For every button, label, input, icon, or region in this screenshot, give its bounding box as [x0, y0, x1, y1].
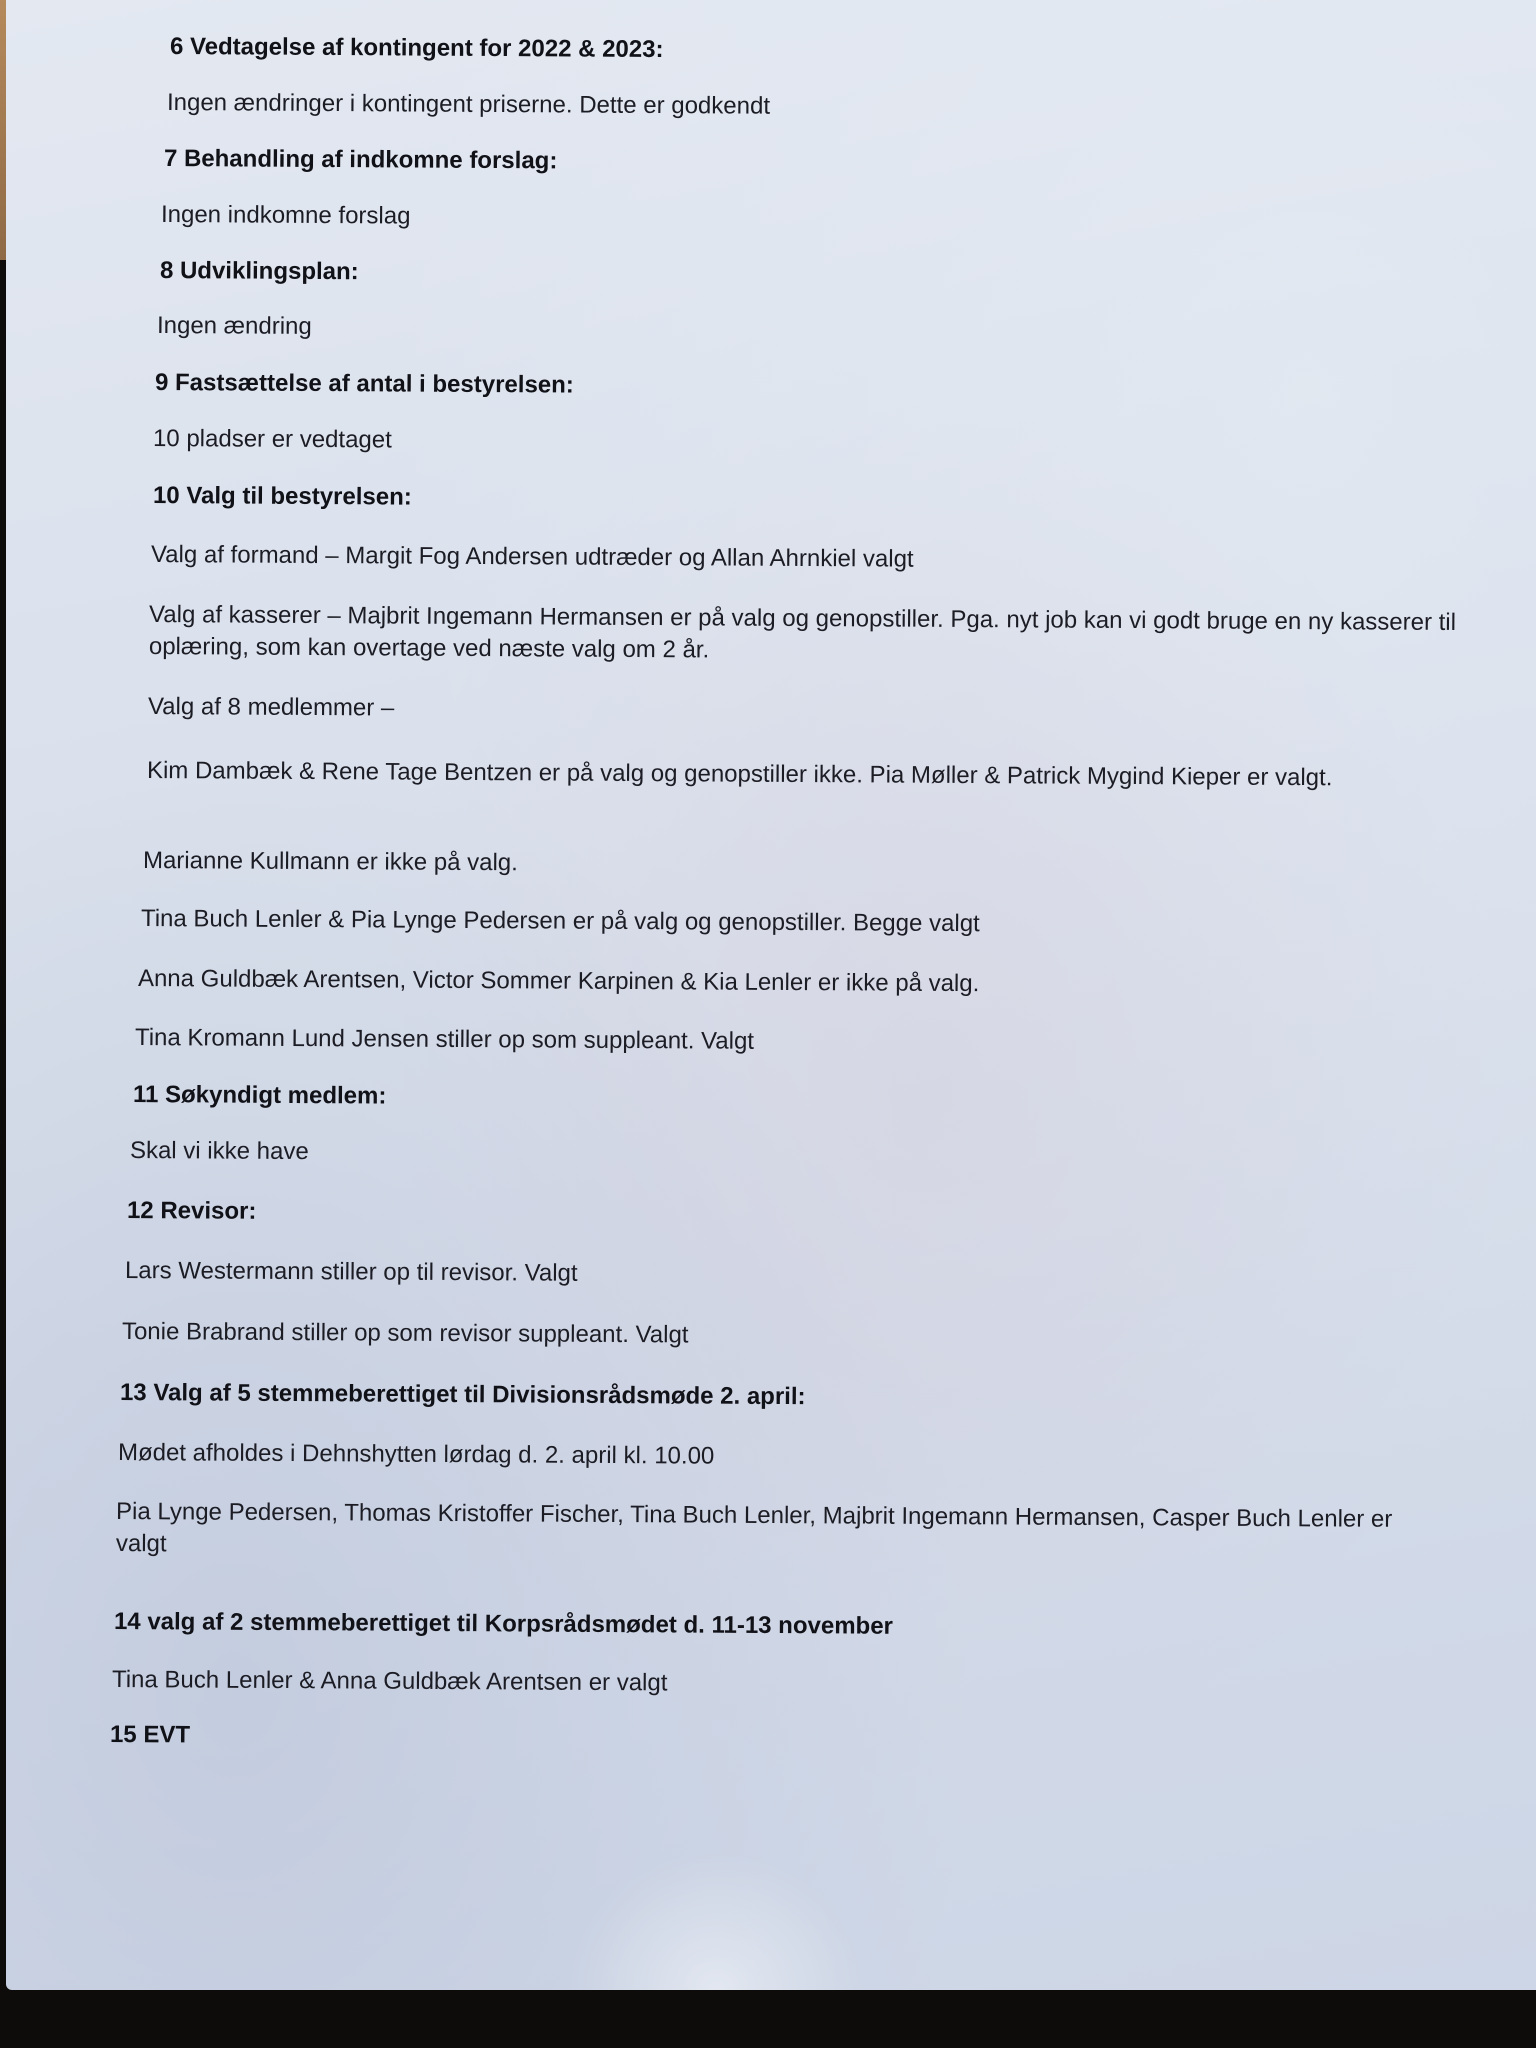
text-not-up-for-election: Marianne Kullmann er ikke på valg.	[142, 847, 518, 877]
text-corps-elected: Tina Buch Lenler & Anna Guldbæk Arentsen er valgt	[111, 1666, 668, 1697]
text-proposals: Ingen indkomne forslag	[160, 201, 411, 230]
text-board-size: 10 pladser er vedtaget	[152, 425, 392, 454]
text-auditor: Lars Westermann stiller op til revisor. Valgt	[124, 1257, 578, 1287]
heading-corps-council: 14 valg af 2 stemmeberettiget til Korpsrådsmødet d. 11-13 november	[113, 1608, 894, 1640]
heading-proposals: 7 Behandling af indkomne forslag:	[163, 145, 558, 175]
text-members-not-running: Kim Dambæk & Rene Tage Bentzen er på valg og genopstiller ikke. Pia Møller & Patrick Mygind Kieper er valgt.	[146, 757, 1333, 792]
text-auditor-substitute: Tonie Brabrand stiller op som revisor suppleant. Valgt	[121, 1318, 689, 1349]
text-division-elected: Pia Lynge Pedersen, Thomas Kristoffer Fischer, Tina Buch Lenler, Majbrit Ingemann Hermansen, Casper Buch Lenler er valgt	[115, 1498, 1393, 1558]
text-sea-member: Skal vi ikke have	[129, 1137, 309, 1166]
text-chairman: Valg af formand – Margit Fog Andersen udtræder og Allan Ahrnkiel valgt	[150, 541, 914, 573]
heading-division-council: 13 Valg af 5 stemmeberettiget til Divisionsrådsmøde 2. april:	[119, 1379, 806, 1411]
paper-sheet	[6, 0, 1536, 1990]
text-contingent: Ingen ændringer i kontingent priserne. Dette er godkendt	[166, 89, 771, 120]
paper-fold	[566, 1850, 866, 1990]
heading-board-election: 10 Valg til bestyrelsen:	[152, 482, 412, 511]
text-meeting-info: Mødet afholdes i Dehnshytten lørdag d. 2. april kl. 10.00	[117, 1439, 715, 1470]
heading-sea-member: 11 Søkyndigt medlem:	[132, 1081, 387, 1110]
heading-development-plan: 8 Udviklingsplan:	[159, 257, 359, 286]
text-not-up-for-election-2: Anna Guldbæk Arentsen, Victor Sommer Karpinen & Kia Lenler er ikke på valg.	[137, 965, 980, 998]
text-substitute: Tina Kromann Lund Jensen stiller op som suppleant. Valgt	[134, 1024, 755, 1055]
heading-auditor: 12 Revisor:	[126, 1197, 257, 1225]
text-treasurer: Valg af kasserer – Majbrit Ingemann Hermansen er på valg og genopstiller. Pga. nyt job kan vi godt bruge en ny kasserer til oplæring, som kan overtage ved næste valg om 2 år.	[148, 601, 1457, 664]
heading-contingent: 6 Vedtagelse af kontingent for 2022 & 2023:	[169, 33, 664, 64]
text-development-plan: Ingen ændring	[156, 312, 312, 340]
text-reelected: Tina Buch Lenler & Pia Lynge Pedersen er på valg og genopstiller. Begge valgt	[140, 905, 980, 938]
text-members-election: Valg af 8 medlemmer –	[147, 693, 395, 722]
heading-board-size: 9 Fastsættelse af antal i bestyrelsen:	[154, 369, 574, 399]
heading-misc: 15 EVT	[109, 1721, 191, 1749]
